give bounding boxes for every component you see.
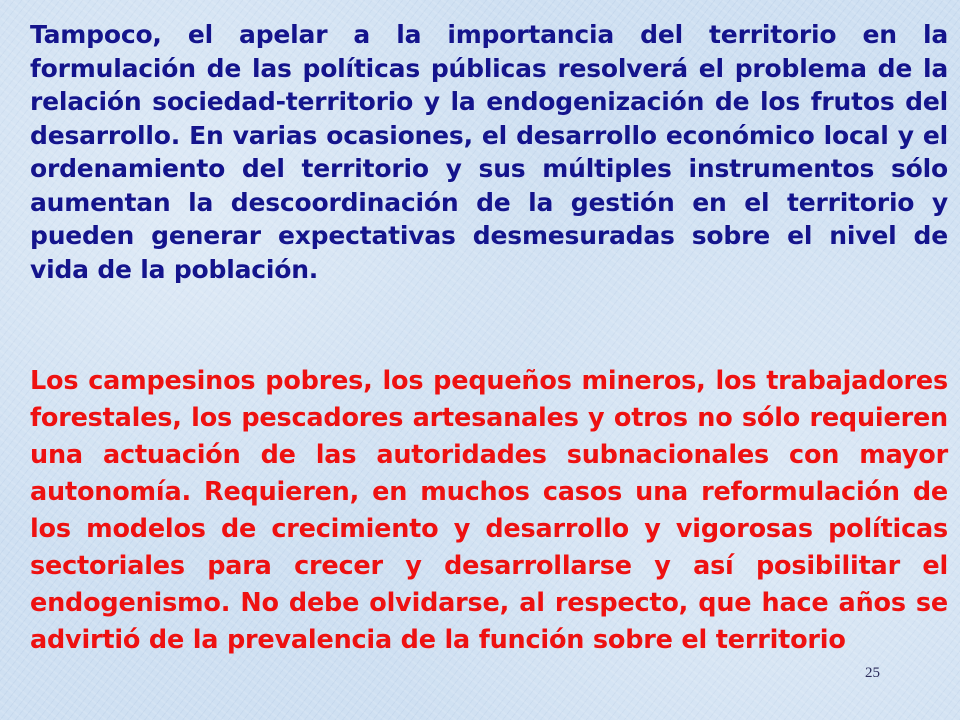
- paragraph-rural-workers: Los campesinos pobres, los pequeños mineros, los trabajadores forestales, los pescadores artesanales y otros no sólo requieren una actuación de las autoridades subnacionales con mayor autonomía. Requieren, en muchos casos una reformulación de los modelos de crecimiento y desarrollo y vigorosas políticas sectoriales para crecer y desarrollarse y así posibilitar el endogenismo. No debe olvidarse, al respecto, que hace años se advirtió de la prevalencia de la función sobre el territorio: [30, 366, 948, 655]
- paragraph-territory-policy: Tampoco, el apelar a la importancia del territorio en la formulación de las políticas públicas resolverá el problema de la relación sociedad-territorio y la endogenización de los frutos del desarrollo. En varias ocasiones, el desarrollo económico local y el ordenamiento del territorio y sus múltiples instrumentos sólo aumentan la descoordinación de la gestión en el territorio y pueden generar expectativas desmesuradas sobre el nivel de vida de la población.: [30, 20, 948, 284]
- page-number: 25: [865, 665, 880, 681]
